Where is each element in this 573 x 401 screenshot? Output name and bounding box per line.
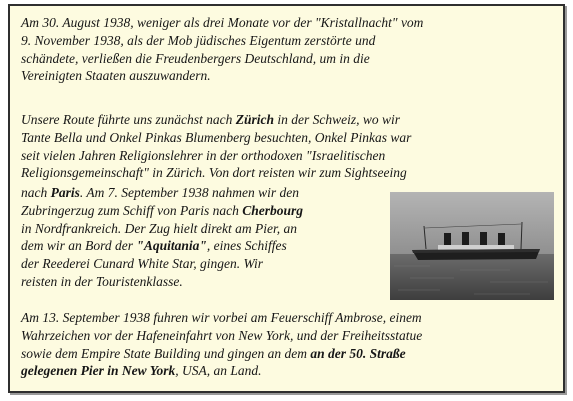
text-run: , USA, an Land. <box>175 363 262 379</box>
paragraph-2-line-3: seit vielen Jahren Religionslehrer in der orthodoxen "Israelitischen <box>21 147 386 163</box>
paragraph-1 <box>21 14 423 85</box>
pier-location-continued: gelegenen Pier in New York <box>21 363 176 379</box>
pier-location: an der 50. Straße <box>310 345 406 361</box>
text-run: , eines Schiffes <box>206 238 287 254</box>
paragraph-2 <box>21 111 411 182</box>
text-run: sowie dem Empire State Building und gingen an dem <box>21 345 311 361</box>
text-run: nach <box>21 185 51 200</box>
place-zurich: Zürich <box>235 112 274 127</box>
paragraph-1-line-2: 9. November 1938, als der Mob jüdisches Eigentum zerstörte und <box>21 32 376 48</box>
paragraph-3-line-4 <box>21 237 303 255</box>
text-run: Zubringerzug zum Schiff von Paris nach <box>21 202 243 218</box>
paragraph-3-line-3: in Nordfrankreich. Der Zug hielt direkt am Pier, an <box>21 220 297 236</box>
text-run: dem wir an Bord der <box>21 238 137 254</box>
ship-name-aquitania: "Aquitania" <box>136 238 207 254</box>
paragraph-1-line-4: Vereinigten Staaten auszuwandern. <box>21 68 211 84</box>
place-cherbourg: Cherbourg <box>242 202 304 218</box>
paragraph-1-line-1: Am 30. August 1938, weniger als drei Monate vor der "Kristallnacht" vom <box>21 15 424 30</box>
text-box <box>8 4 565 393</box>
paragraph-2-line-4: Religionsgemeinschaft" in Zürich. Von dort reisten wir zum Sightseeing <box>21 165 407 181</box>
place-paris: Paris <box>50 185 80 200</box>
paragraph-2-line-2: Tante Bella und Onkel Pinkas Blumenberg besuchten, Onkel Pinkas war <box>21 129 412 145</box>
paragraph-2-line-1 <box>21 111 411 129</box>
paragraph-3-line-6: reisten in der Touristenklasse. <box>21 273 183 289</box>
sea <box>390 254 554 300</box>
text-run: Unsere Route führte uns zunächst nach <box>21 112 236 127</box>
paragraph-3-line-1 <box>21 184 303 202</box>
ship-illustration <box>390 192 554 300</box>
paragraph-3-line-2 <box>21 202 303 220</box>
paragraph-4-line-2: Wahrzeichen vor der Hafeneinfahrt von New York, und der Freiheitsstatue <box>21 327 423 343</box>
text-run: . Am 7. September 1938 nahmen wir den <box>79 185 299 200</box>
paragraph-3-line-5: der Reederei Cunard White Star, gingen. Wir <box>21 256 263 272</box>
ship-photo <box>390 192 554 300</box>
paragraph-4 <box>21 309 422 380</box>
paragraph-4-line-3 <box>21 345 422 363</box>
paragraph-3 <box>21 184 303 291</box>
text-run: in der Schweiz, wo wir <box>274 112 401 127</box>
paragraph-1-line-3: schändete, verließen die Freudenbergers Deutschland, um in die <box>21 50 370 66</box>
paragraph-4-line-4 <box>21 362 422 380</box>
paragraph-4-line-1: Am 13. September 1938 fuhren wir vorbei am Feuerschiff Ambrose, einem <box>21 310 422 325</box>
